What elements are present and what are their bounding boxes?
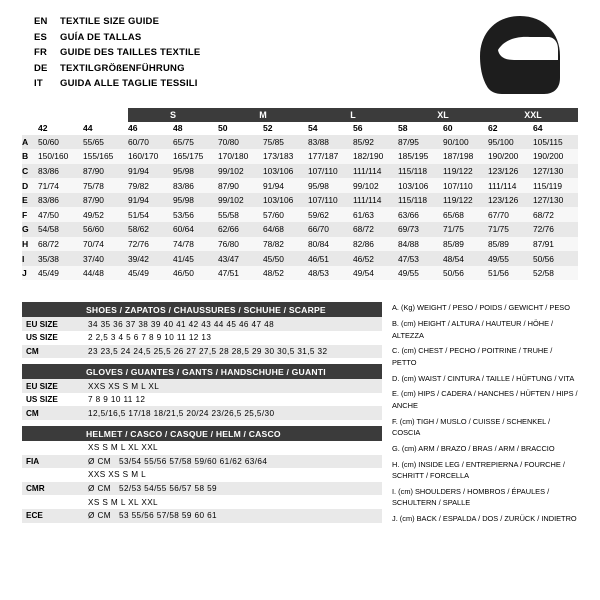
cell: 46/50 bbox=[173, 268, 194, 279]
cell: 61/63 bbox=[353, 209, 374, 220]
helmet-section bbox=[22, 426, 382, 523]
cell: 190/200 bbox=[488, 151, 519, 162]
table-row bbox=[22, 237, 578, 252]
cell: 67/70 bbox=[488, 209, 509, 220]
row-label-a: A bbox=[22, 136, 29, 147]
cell: 78/82 bbox=[263, 238, 284, 249]
cell: 95/98 bbox=[173, 195, 194, 206]
cell: 90/100 bbox=[443, 136, 469, 147]
row-label-c: C bbox=[22, 165, 29, 176]
language-code-de: DE bbox=[34, 62, 48, 74]
size-number-56: 56 bbox=[353, 123, 363, 133]
group-blank bbox=[22, 108, 83, 122]
cell: 64/68 bbox=[263, 224, 284, 235]
group-m: M bbox=[218, 108, 308, 122]
legend-item-g: G. (cm) ARM / BRAZO / BRAS / ARM / BRACCIO bbox=[392, 443, 555, 453]
helmet-ece-sizes: 53 55/56 57/58 59 60 61 bbox=[119, 511, 217, 521]
cell: 85/89 bbox=[488, 238, 509, 249]
cell: 111/114 bbox=[353, 165, 382, 176]
cell: 41/45 bbox=[173, 253, 194, 264]
cell: 123/126 bbox=[488, 195, 519, 206]
cell: 47/50 bbox=[38, 209, 59, 220]
table-row bbox=[22, 266, 578, 281]
helmet-cmr-unit: Ø CM bbox=[88, 484, 111, 494]
cell: 71/75 bbox=[488, 224, 509, 235]
size-number-44: 44 bbox=[83, 123, 93, 133]
helmet-table bbox=[22, 441, 382, 523]
gloves-section bbox=[22, 364, 382, 420]
cell: 45/49 bbox=[128, 268, 149, 279]
language-code-fr: FR bbox=[34, 47, 48, 58]
cell: 70/80 bbox=[218, 136, 239, 147]
cell: 65/75 bbox=[173, 136, 194, 147]
size-number-46: 46 bbox=[128, 123, 138, 133]
shoes-title: SHOES / ZAPATOS / CHAUSSURES / SCHUHE / SCARPE bbox=[22, 302, 382, 317]
table-row bbox=[22, 135, 578, 150]
table-row bbox=[22, 468, 382, 482]
helmet-fia-values bbox=[84, 455, 382, 469]
helmet-ece-header-label bbox=[22, 495, 84, 509]
table-row bbox=[22, 164, 578, 179]
cell: 150/160 bbox=[38, 151, 69, 162]
legend-item-a: A. (Kg) WEIGHT / PESO / POIDS / GEWICHT / PESO bbox=[392, 303, 570, 313]
cell: 103/106 bbox=[398, 180, 429, 191]
size-number-58: 58 bbox=[398, 123, 408, 133]
gloves-eu-values: XXS XS S M L XL bbox=[88, 381, 160, 391]
cell: 91/94 bbox=[128, 165, 149, 176]
cell: 170/180 bbox=[218, 151, 249, 162]
cell: 72/76 bbox=[128, 238, 149, 249]
helmet-header-sizes: XS S M L XL XXL bbox=[88, 443, 159, 453]
legend-item-j: J. (cm) BACK / ESPALDA / DOS / ZURÜCK / INDIETRO bbox=[392, 514, 577, 524]
group-l: L bbox=[308, 108, 398, 122]
cell: 99/102 bbox=[218, 165, 244, 176]
cell: 119/122 bbox=[443, 165, 473, 176]
cell: 107/110 bbox=[308, 165, 338, 176]
language-text-fr: GUIDE DES TAILLES TEXTILE bbox=[60, 47, 201, 58]
helmet-fia-unit: Ø CM bbox=[88, 456, 111, 466]
cell: 83/86 bbox=[38, 165, 59, 176]
row-label-j: J bbox=[22, 268, 27, 279]
cell: 45/50 bbox=[263, 253, 284, 264]
helmet-cmr-header-sizes: XXS XS S M L bbox=[88, 470, 147, 480]
cell: 37/40 bbox=[83, 253, 104, 264]
row-label-f: F bbox=[22, 209, 28, 220]
cell: 82/86 bbox=[353, 238, 374, 249]
legend-item-d: D. (cm) WAIST / CINTURA / TAILLE / HÜFTUNG / VITA bbox=[392, 373, 575, 383]
table-row bbox=[22, 379, 382, 393]
shoes-us-values: 2 2,5 3 4 5 6 7 8 9 10 11 12 13 bbox=[88, 333, 212, 343]
lower-section bbox=[22, 302, 578, 528]
cell: 127/130 bbox=[533, 195, 564, 206]
table-row bbox=[22, 495, 382, 509]
sub-tables bbox=[22, 302, 382, 528]
language-text-it: GUIDA ALLE TAGLIE TESSILI bbox=[60, 78, 198, 89]
cell: 87/95 bbox=[398, 136, 419, 147]
helmet-icon bbox=[474, 14, 566, 100]
legend bbox=[382, 302, 578, 528]
gloves-title: GLOVES / GUANTES / GANTS / HANDSCHUHE / GUANTI bbox=[22, 364, 382, 379]
cell: 83/86 bbox=[38, 195, 59, 206]
size-number-62: 62 bbox=[488, 123, 498, 133]
language-code-it: IT bbox=[34, 78, 43, 89]
helmet-ece-header-sizes: XS S M L XL XXL bbox=[88, 497, 159, 507]
cell: 70/74 bbox=[83, 238, 104, 249]
size-number-54: 54 bbox=[308, 123, 318, 133]
row-label-h: H bbox=[22, 238, 29, 249]
group-header-row bbox=[22, 108, 578, 122]
table-row bbox=[22, 222, 578, 237]
row-label-g: G bbox=[22, 224, 29, 235]
cell: 49/54 bbox=[353, 268, 374, 279]
header bbox=[0, 0, 600, 92]
cell: 52/58 bbox=[533, 268, 554, 279]
helmet-cmr-values bbox=[84, 482, 382, 496]
cell: 58/62 bbox=[128, 224, 149, 235]
helmet-title: HELMET / CASCO / CASQUE / HELM / CASCO bbox=[22, 426, 382, 441]
cell: 95/100 bbox=[488, 136, 514, 147]
language-code-es: ES bbox=[34, 31, 48, 43]
cell: 103/106 bbox=[263, 165, 294, 176]
cell: 45/49 bbox=[38, 268, 59, 279]
cell: 79/82 bbox=[128, 180, 149, 191]
shoes-section bbox=[22, 302, 382, 358]
cell: 111/114 bbox=[488, 180, 517, 191]
cell: 54/58 bbox=[38, 224, 59, 235]
cell: 59/62 bbox=[308, 209, 329, 220]
cell: 35/38 bbox=[38, 253, 59, 264]
table-row bbox=[22, 345, 382, 359]
group-blank-2 bbox=[83, 108, 128, 122]
size-number-64: 64 bbox=[533, 123, 543, 133]
cell: 62/66 bbox=[218, 224, 239, 235]
cell: 87/90 bbox=[218, 180, 239, 191]
cell: 68/72 bbox=[533, 209, 554, 220]
cell: 185/195 bbox=[398, 151, 429, 162]
cell: 103/106 bbox=[263, 195, 294, 206]
table-row bbox=[22, 406, 382, 420]
gloves-eu-label: EU SIZE bbox=[26, 381, 58, 391]
cell: 49/55 bbox=[488, 253, 509, 264]
helmet-header-label bbox=[22, 441, 84, 455]
cell: 115/118 bbox=[398, 165, 428, 176]
cell: 115/119 bbox=[533, 180, 563, 191]
shoes-cm-values: 23 23,5 24 24,5 25,5 26 27 27,5 28 28,5 29 30 30,5 31,5 32 bbox=[88, 346, 328, 356]
helmet-ece-unit: Ø CM bbox=[88, 511, 111, 521]
group-xxl: XXL bbox=[488, 108, 578, 122]
size-number-50: 50 bbox=[218, 123, 228, 133]
helmet-fia-label: FIA bbox=[26, 456, 40, 466]
cell: 95/98 bbox=[308, 180, 329, 191]
helmet-ece-label: ECE bbox=[26, 511, 43, 521]
cell: 182/190 bbox=[353, 151, 384, 162]
cell: 51/56 bbox=[488, 268, 509, 279]
cell: 95/98 bbox=[173, 165, 194, 176]
cell: 75/85 bbox=[263, 136, 284, 147]
table-row bbox=[22, 482, 382, 496]
cell: 75/78 bbox=[83, 180, 104, 191]
legend-item-h: H. (cm) INSIDE LEG / ENTREPIERNA / FOURCHE / SCHRITT / FORCELLA bbox=[392, 459, 565, 481]
cell: 173/183 bbox=[263, 151, 294, 162]
cell: 123/126 bbox=[488, 165, 519, 176]
cell: 49/52 bbox=[83, 209, 104, 220]
cell: 39/42 bbox=[128, 253, 149, 264]
cell: 115/118 bbox=[398, 195, 428, 206]
shoes-us-label: US SIZE bbox=[26, 333, 58, 343]
group-s: S bbox=[128, 108, 218, 122]
cell: 60/70 bbox=[128, 136, 149, 147]
cell: 84/88 bbox=[398, 238, 419, 249]
cell: 43/47 bbox=[218, 253, 239, 264]
cell: 71/75 bbox=[443, 224, 464, 235]
cell: 83/88 bbox=[308, 136, 329, 147]
cell: 48/54 bbox=[443, 253, 464, 264]
cell: 68/72 bbox=[353, 224, 374, 235]
cell: 44/48 bbox=[83, 268, 104, 279]
cell: 50/60 bbox=[38, 136, 59, 147]
shoes-eu-label: EU SIZE bbox=[26, 319, 58, 329]
cell: 63/66 bbox=[398, 209, 419, 220]
cell: 55/65 bbox=[83, 136, 104, 147]
helmet-cmr-sizes: 52/53 54/55 56/57 58 59 bbox=[119, 484, 217, 494]
legend-item-c: C. (cm) CHEST / PECHO / POITRINE / TRUHE / PETTO bbox=[392, 346, 553, 367]
cell: 50/56 bbox=[533, 253, 554, 264]
table-row bbox=[22, 251, 578, 266]
size-number-60: 60 bbox=[443, 123, 453, 133]
cell: 71/74 bbox=[38, 180, 59, 191]
cell: 48/53 bbox=[308, 268, 329, 279]
legend-item-i: I. (cm) SHOULDERS / HOMBROS / ÉPAULES / SCHULTERN / SPALLE bbox=[392, 486, 550, 508]
cell: 55/58 bbox=[218, 209, 239, 220]
cell: 83/86 bbox=[173, 180, 194, 191]
row-label-e: E bbox=[22, 195, 28, 206]
table-row bbox=[22, 393, 382, 407]
gloves-cm-values: 12,5/16,5 17/18 18/21,5 20/24 23/26,5 25,5/30 bbox=[88, 408, 275, 418]
language-text-en: TEXTILE SIZE GUIDE bbox=[60, 16, 160, 27]
table-row bbox=[22, 149, 578, 164]
table-row bbox=[22, 193, 578, 208]
gloves-us-values: 7 8 9 10 11 12 bbox=[88, 395, 146, 405]
row-label-d: D bbox=[22, 180, 29, 191]
shoes-table bbox=[22, 317, 382, 358]
shoes-cm-label: CM bbox=[26, 346, 39, 356]
gloves-us-label: US SIZE bbox=[26, 395, 58, 405]
helmet-fia-sizes: 53/54 55/56 57/58 59/60 61/62 63/64 bbox=[119, 456, 268, 466]
cell: 60/64 bbox=[173, 224, 194, 235]
cell: 190/200 bbox=[533, 151, 564, 162]
table-row bbox=[22, 207, 578, 222]
shoes-eu-values: 34 35 36 37 38 39 40 41 42 43 44 45 46 47 48 bbox=[88, 319, 275, 329]
table-row bbox=[22, 317, 382, 331]
cell: 53/56 bbox=[173, 209, 194, 220]
cell: 99/102 bbox=[218, 195, 244, 206]
cell: 105/115 bbox=[533, 136, 563, 147]
size-number-48: 48 bbox=[173, 123, 183, 133]
cell: 87/90 bbox=[83, 165, 104, 176]
row-label-b: B bbox=[22, 151, 29, 162]
cell: 119/122 bbox=[443, 195, 473, 206]
cell: 155/165 bbox=[83, 151, 114, 162]
cell: 74/78 bbox=[173, 238, 194, 249]
cell: 72/76 bbox=[533, 224, 554, 235]
main-size-table bbox=[22, 108, 578, 281]
cell: 66/70 bbox=[308, 224, 329, 235]
helmet-cmr-label: CMR bbox=[26, 484, 45, 494]
table-row bbox=[22, 331, 382, 345]
cell: 56/60 bbox=[83, 224, 104, 235]
legend-item-f: F. (cm) TIGH / MUSLO / CUISSE / SCHENKEL / COSCIA bbox=[392, 416, 551, 438]
cell: 87/91 bbox=[533, 238, 554, 249]
size-number-52: 52 bbox=[263, 123, 273, 133]
table-row bbox=[22, 178, 578, 193]
cell: 160/170 bbox=[128, 151, 159, 162]
cell: 80/84 bbox=[308, 238, 329, 249]
cell: 87/90 bbox=[83, 195, 104, 206]
cell: 91/94 bbox=[128, 195, 149, 206]
group-xl: XL bbox=[398, 108, 488, 122]
table-row bbox=[22, 509, 382, 523]
legend-item-b: B. (cm) HEIGHT / ALTURA / HAUTEUR / HÖHE / ALTEZZA bbox=[392, 319, 554, 340]
cell: 47/51 bbox=[218, 268, 239, 279]
cell: 107/110 bbox=[308, 195, 338, 206]
size-number-42: 42 bbox=[38, 123, 48, 133]
language-code-en: EN bbox=[34, 16, 48, 27]
cell: 91/94 bbox=[263, 180, 284, 191]
cell: 85/89 bbox=[443, 238, 464, 249]
size-number-row bbox=[22, 122, 578, 135]
cell: 177/187 bbox=[308, 151, 339, 162]
cell: 50/56 bbox=[443, 268, 464, 279]
cell: 107/110 bbox=[443, 180, 473, 191]
helmet-cmr-header-label bbox=[22, 468, 84, 482]
row-label-i: I bbox=[22, 253, 25, 264]
cell: 85/92 bbox=[353, 136, 374, 147]
language-text-es: GUÍA DE TALLAS bbox=[60, 31, 142, 43]
cell: 127/130 bbox=[533, 165, 564, 176]
cell: 99/102 bbox=[353, 180, 379, 191]
table-row bbox=[22, 441, 382, 455]
cell: 57/60 bbox=[263, 209, 284, 220]
table-row bbox=[22, 455, 382, 469]
cell: 65/68 bbox=[443, 209, 464, 220]
cell: 68/72 bbox=[38, 238, 59, 249]
cell: 49/55 bbox=[398, 268, 419, 279]
gloves-table bbox=[22, 379, 382, 420]
num-rowlabel bbox=[22, 122, 38, 135]
cell: 187/198 bbox=[443, 151, 474, 162]
cell: 111/114 bbox=[353, 195, 382, 206]
gloves-cm-label: CM bbox=[26, 408, 39, 418]
helmet-ece-values bbox=[84, 509, 382, 523]
cell: 76/80 bbox=[218, 238, 239, 249]
cell: 46/51 bbox=[308, 253, 329, 264]
legend-item-e: E. (cm) HIPS / CADERA / HANCHES / HÜFTEN / HIPS / ANCHE bbox=[392, 389, 578, 410]
cell: 165/175 bbox=[173, 151, 204, 162]
cell: 46/52 bbox=[353, 253, 374, 264]
cell: 69/73 bbox=[398, 224, 419, 235]
cell: 48/52 bbox=[263, 268, 284, 279]
cell: 47/53 bbox=[398, 253, 419, 264]
cell: 51/54 bbox=[128, 209, 149, 220]
language-text-de: TEXTILGRÖßENFÜHRUNG bbox=[60, 62, 185, 74]
